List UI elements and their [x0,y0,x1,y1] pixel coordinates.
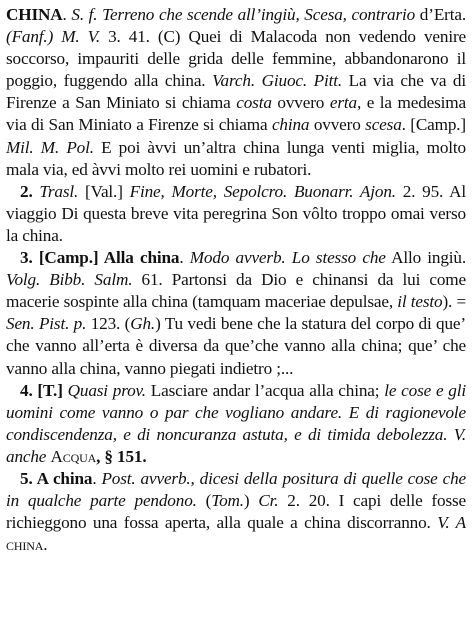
text-run: Allo ingiù. [385,248,467,268]
text-run: [Val.] [78,181,130,201]
text-run: 2. 95. Al viaggio Di questa breve vita peregrina Son vôlto troppo omai verso la china. [6,181,466,245]
italic-run: Quasi prov. [67,380,146,400]
citation: Sen. Pist. p. [6,314,87,334]
sense-number: 3. [Camp.] [20,248,104,268]
italic-run: scesa [365,115,402,135]
cross-reference: Acqua [50,446,97,466]
text-run: ). = [442,292,466,312]
text-run: ( [196,491,212,511]
text-run: 61. Partonsi da Dio e chinansi da lui come macerie sospinte alla china (tamquam maceriae depulsae, [6,270,467,312]
italic-run: le cose e gli uomini come vanno o par che vogliano andare. E di ragionevole condiscendenza, e di noncuranza astuta, e di timida debolezza. V. anche [6,380,466,466]
text-run: d’Erta. [415,5,466,24]
headword: CHINA [6,5,63,24]
definition-3 [6,247,466,380]
italic-run: il testo [397,292,443,312]
cross-reference: V. A [437,513,466,533]
text-run: ovvero [309,115,366,135]
subheadword: Alla china [103,248,180,268]
text-run: 123. ( [86,314,131,334]
citation: Varch. Giuoc. Pitt. [212,71,343,91]
sense-number: 5. [20,468,37,488]
text-run: ) [243,491,259,511]
text-run: . [Camp.] [401,115,467,135]
sense-number: 4. [T.] [20,380,68,400]
italic-run: Tom. [211,491,244,511]
citation: Mil. M. Pol. [6,137,94,157]
dictionary-entry-china [6,4,466,556]
italic-run: china [271,115,310,135]
citation: (Fanf.) M. V. [6,27,100,47]
text-run: , e la medesima via di San Miniato a Firenze si chiama [6,93,466,135]
italic-run: S. f. Terreno che scende all’ingiù, Scesa, contrario [71,5,416,24]
definition-2 [6,181,466,247]
citation: Volg. Bibb. Salm. [6,270,133,290]
text-run: ovvero [271,93,330,113]
text-run: ) Tu vedi bene che la statura del corpo di que’ che vanno all’erta è diversa da que’che vanno alla china; que’ che vanno alla china, vanno piegati indietro ;... [6,314,466,378]
text-run: 3. 41. (C) Quei di Malacoda non vedendo venire soccorso, impauriti delle grida delle femmine, abbandonarono il poggio, fuggendo alla china. [6,27,466,91]
text-run: . [62,5,72,24]
sense-number: 2. [20,181,40,201]
text-run: . [179,248,190,268]
definition-4 [6,380,466,468]
text-run: E poi àvvi un’altra china lunga venti miglia, molto mala via, ed àvvi molto rei uomini e rubatori. [6,137,466,179]
subheadword: A china [36,468,93,488]
text-run: La via che va di Firenze a San Miniato si chiama [6,71,467,113]
italic-run: Modo avverb. Lo stesso che [189,248,386,268]
italic-run: costa [236,93,272,113]
definition-1 [6,4,466,181]
italic-run: Gh. [130,314,156,334]
text-run: . [92,468,102,488]
text-run: , § 151. [96,446,147,466]
definition-5 [6,468,466,556]
text-run: Lasciare andar l’acqua alla china; [145,380,385,400]
text-run: 2. 20. I capi delle fosse richieggono una fossa aperta, alla quale a china discorranno. [6,491,466,533]
text-run: . [43,535,48,555]
italic-run: Post. avverb., dicesi della positura di quelle cose che in qualche parte pendono. [6,468,467,511]
citation: Cr. [258,491,279,511]
cross-reference: china [6,535,44,555]
italic-run: Trasl. [39,181,79,201]
italic-run: erta [329,93,357,113]
italic-run: Fine, Morte, Sepolcro. Buonarr. Ajon. [129,181,396,201]
